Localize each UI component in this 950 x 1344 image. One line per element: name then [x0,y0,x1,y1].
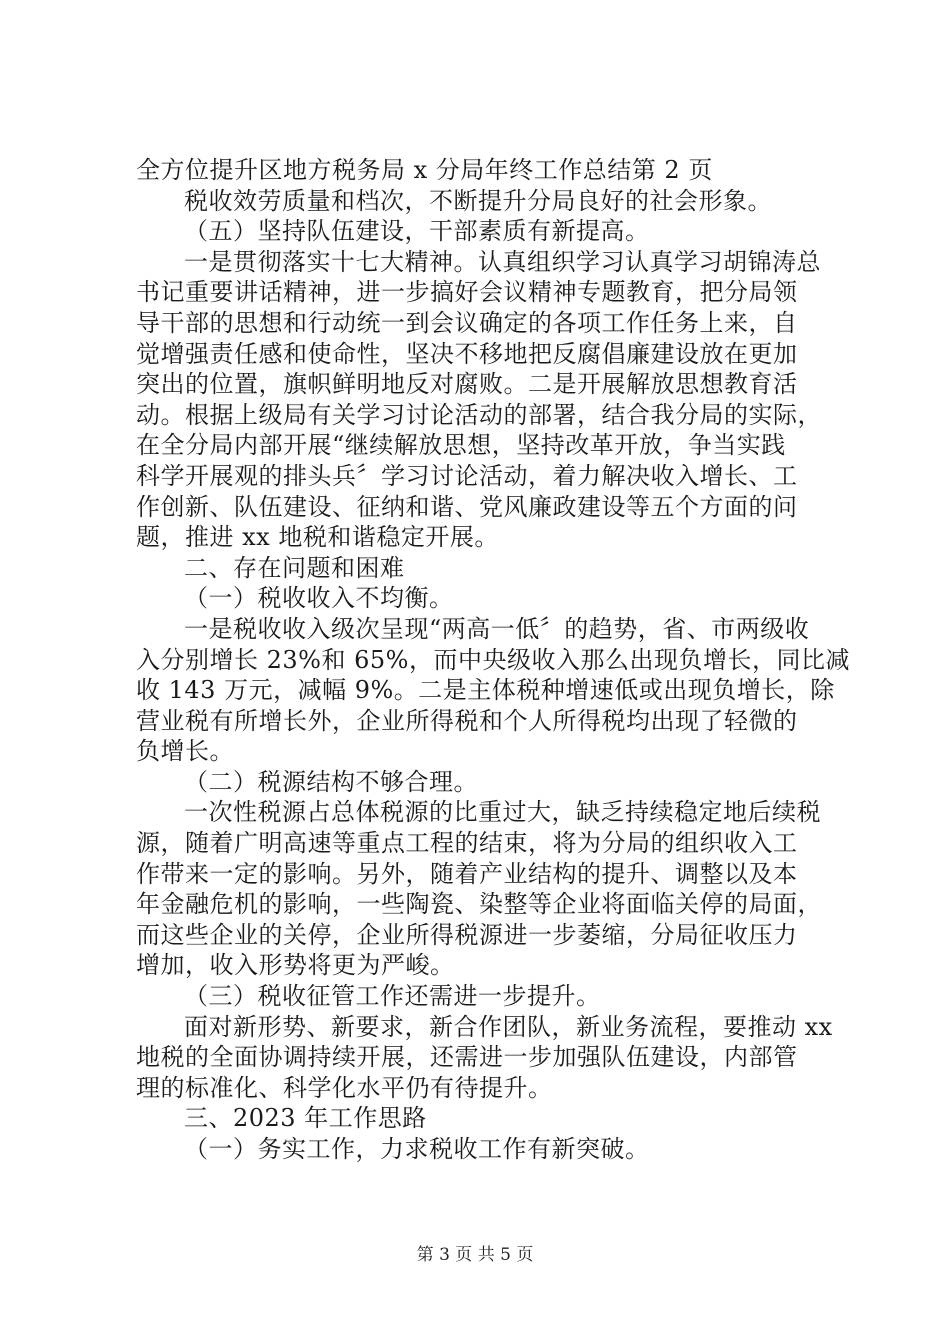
text-line: 税收效劳质量和档次，不断提升分局良好的社会形象。 [184,186,772,215]
text-line: 导干部的思想和行动统一到会议确定的各项工作任务上来，自 [136,308,798,337]
text-line: 三、2023 年工作思路 [184,1104,427,1133]
document-heading-line: 全方位提升区地方税务局 x 分局年终工作总结第 2 页 [136,156,713,184]
text-line: （三）税收征管工作还需进一步提升。 [184,982,601,1011]
text-line: 营业税有所增长外，企业所得税和个人所得税均出现了轻微的 [136,706,798,735]
text-line: 书记重要讲话精神，进一步搞好会议精神专题教育，把分局领 [136,278,798,307]
text-line: （五）坚持队伍建设，干部素质有新提高。 [184,217,650,246]
paragraph-lines [136,186,850,1165]
text-line: 年金融危机的影响，一些陶瓷、染整等企业将面临关停的局面， [136,890,822,919]
document-body [136,155,850,1165]
text-line: 题，推进 xx 地税和谐稳定开展。 [136,523,499,552]
text-line: 负增长。 [136,737,234,766]
text-line: 作带来一定的影响。另外，随着产业结构的提升、调整以及本 [136,859,798,888]
text-line: 源，随着广明高速等重点工程的结束，将为分局的组织收入工 [136,829,798,858]
text-line: （二）税源结构不够合理。 [184,767,478,796]
text-line: 作创新、队伍建设、征纳和谐、党风廉政建设等五个方面的问 [136,492,798,521]
text-line: （一）务实工作，力求税收工作有新突破。 [184,1135,650,1163]
text-line: 地税的全面协调持续开展，还需进一步加强队伍建设，内部管 [136,1043,798,1072]
text-line: 面对新形势、新要求，新合作团队，新业务流程，要推动 xx [184,1012,833,1041]
text-line: 一是税收收入级次呈现“两高一低〞的趋势，省、市两级收 [184,614,810,643]
text-line: 科学开展观的排头兵〞学习讨论活动，着力解决收入增长、工 [136,461,798,490]
text-line: 入分别增长 23%和 65%，而中央级收入那么出现负增长，同比减 [136,645,850,674]
text-line: 而这些企业的关停，企业所得税源进一步萎缩，分局征收压力 [136,920,798,949]
text-line: 一是贯彻落实十七大精神。认真组织学习认真学习胡锦涛总 [184,247,821,276]
text-line: （一）税收收入不均衡。 [184,584,454,613]
text-line: 在全分局内部开展“继续解放思想，坚持改革开放，争当实践 [136,431,786,460]
text-line: 理的标准化、科学化水平仍有待提升。 [136,1073,553,1102]
text-line: 觉增强责任感和使命性，坚决不移地把反腐倡廉建设放在更加 [136,339,798,368]
text-line: 动。根据上级局有关学习讨论活动的部署，结合我分局的实际， [136,400,822,429]
text-line: 二、存在问题和困难 [184,553,405,582]
page-footer: 第 3 页 共 5 页 [416,1245,534,1265]
text-line: 增加，收入形势将更为严峻。 [136,951,455,980]
text-line: 突出的位置，旗帜鲜明地反对腐败。二是开展解放思想教育活 [136,370,798,399]
text-line: 收 143 万元，减幅 9%。二是主体税种增速低或出现负增长，除 [136,676,835,705]
text-line: 一次性税源占总体税源的比重过大，缺乏持续稳定地后续税 [184,798,821,827]
